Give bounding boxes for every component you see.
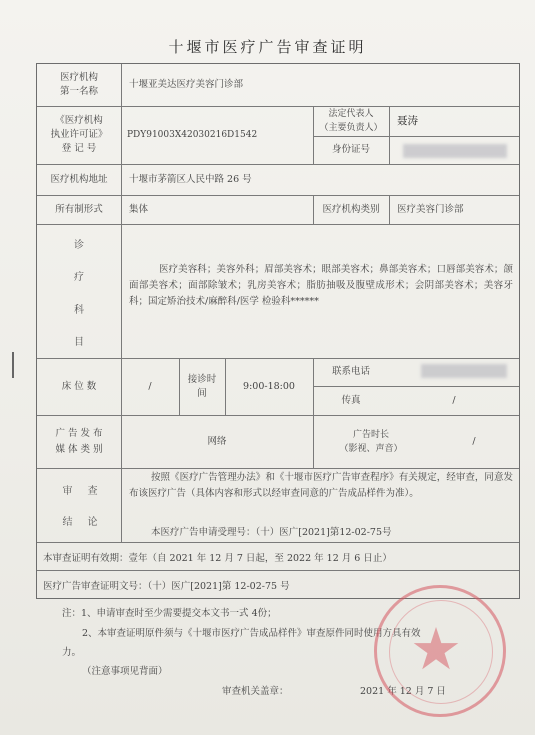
validity-period: 本审查证明有效期：壹年（自 2021 年 12 月 7 日起，至 2022 年 12 月 6 日止） bbox=[43, 553, 392, 564]
note-2: 2、本审查证明原件须与《十堰市医疗广告成品样件》审查原件同时使用方具有效 bbox=[82, 628, 421, 639]
license-value: PDY91003X42030216D1542 bbox=[127, 130, 258, 140]
note-3: （注意事项见背面） bbox=[82, 666, 168, 677]
col-divider bbox=[121, 64, 122, 542]
seal-star-icon: ★ bbox=[410, 615, 462, 683]
category-label: 医疗机构类别 bbox=[322, 203, 380, 215]
row-divider bbox=[37, 468, 519, 469]
subjects-value: 医疗美容科；美容外科；眉部美容术；眼部美容术；鼻部美容术；口唇部美容术；颌面部美容术；面部除皱术；乳房美容术；脂肪抽吸及腹壁成形术；会阴部美容术；美容牙科；国定矫治技术/麻醉科/医学 检验科****** bbox=[129, 264, 513, 307]
certificate-number: 医疗广告审查证明文号：（十）医广[2021]第 12-02-75 号 bbox=[43, 581, 290, 592]
subjects-label-char: 诊 bbox=[74, 240, 84, 251]
legal-rep-value: 聂涛 bbox=[397, 115, 418, 127]
ownership-label: 所有制形式 bbox=[55, 203, 103, 215]
subjects-label bbox=[71, 236, 87, 348]
inst-name-label: 医疗机构 第一名称 bbox=[59, 72, 98, 97]
row-divider bbox=[37, 570, 519, 571]
official-seal bbox=[374, 585, 506, 717]
fax-value: / bbox=[452, 394, 456, 406]
inst-name-value: 十堰亚美达医疗美容门诊部 bbox=[129, 79, 244, 90]
conclusion-label bbox=[55, 482, 105, 528]
hours-label: 接诊时 间 bbox=[187, 373, 217, 399]
legal-rep-label: 法定代表人 （主要负责人） bbox=[319, 109, 383, 133]
conclusion-label-char: 审 bbox=[62, 486, 73, 497]
subjects-label-char: 科 bbox=[74, 304, 84, 316]
note-2-continued: 力。 bbox=[62, 647, 82, 658]
certificate-table bbox=[36, 63, 520, 599]
ownership-value: 集体 bbox=[129, 203, 149, 215]
media-value: 网络 bbox=[207, 435, 227, 447]
license-label: 《医疗机构 执业许可证》 登 记 号 bbox=[50, 115, 108, 154]
subjects-label-char: 疗 bbox=[74, 272, 84, 284]
col-divider bbox=[389, 195, 390, 224]
row-divider bbox=[37, 224, 519, 225]
row-divider bbox=[37, 542, 519, 543]
beds-label: 床 位 数 bbox=[61, 380, 97, 392]
media-label: 广 告 发 布 媒 体 类 别 bbox=[55, 427, 103, 455]
conclusion-label-char: 论 bbox=[87, 517, 98, 528]
id-number-label: 身份证号 bbox=[331, 144, 370, 155]
phone-label: 联系电话 bbox=[331, 366, 370, 377]
hours-value: 9:00-18:00 bbox=[243, 380, 295, 392]
note-1: 注：1、申请审查时至少需要提交本文书一式 4份； bbox=[62, 608, 277, 619]
category-value: 医疗美容门诊部 bbox=[397, 203, 464, 215]
redacted-id-number bbox=[403, 144, 507, 158]
conclusion-value: 按照《医疗广告管理办法》和《十堰市医疗广告审查程序》有关规定，经审查，同意发布该医疗广告（具体内容和形式以经审查同意的广告成品样件为准）。 bbox=[129, 472, 513, 499]
application-number: 本医疗广告申请受理号：（十）医广[2021]第12-02-75号 bbox=[151, 527, 392, 538]
redacted-phone bbox=[421, 364, 507, 378]
beds-value: / bbox=[148, 380, 152, 392]
document-title: 十堰市医疗广告审查证明 bbox=[168, 38, 367, 56]
address-value: 十堰市茅箭区人民中路 26 号 bbox=[129, 173, 252, 185]
duration-label: 广告时长 （影视、声音） bbox=[339, 429, 403, 454]
conclusion-label-char: 结 bbox=[62, 517, 73, 528]
conclusion-label-char: 查 bbox=[87, 486, 98, 497]
issue-date: 2021 年 12 月 7 日 bbox=[360, 686, 446, 697]
fax-label: 传真 bbox=[341, 394, 361, 406]
seal-label: 审查机关盖章： bbox=[222, 686, 289, 697]
duration-value: / bbox=[472, 435, 476, 447]
margin-mark bbox=[12, 352, 14, 378]
address-label: 医疗机构地址 bbox=[50, 173, 108, 185]
subjects-label-char: 目 bbox=[74, 336, 84, 348]
col-divider bbox=[389, 106, 390, 164]
